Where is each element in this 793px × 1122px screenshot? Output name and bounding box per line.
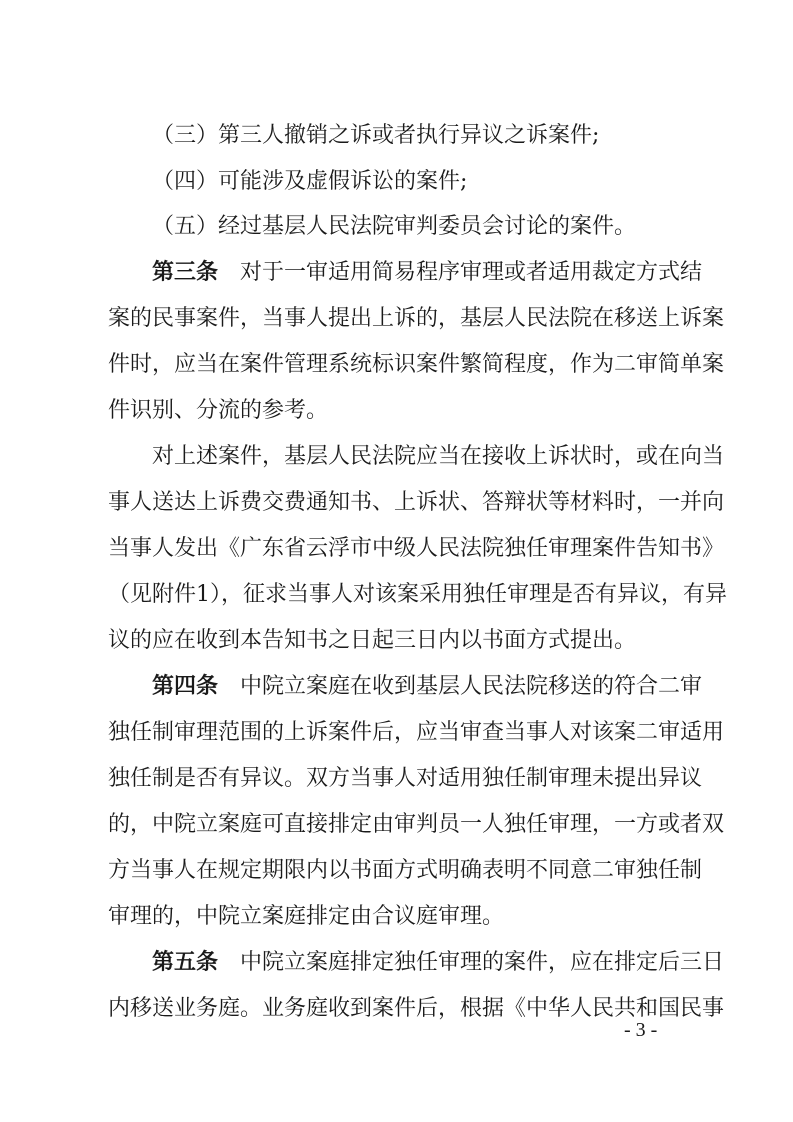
list-item-4 <box>152 167 698 197</box>
line-text: 对于一审适用简易程序审理或者适用裁定方式结 <box>218 260 703 285</box>
paragraph-line <box>108 580 727 610</box>
line-text: 独任制审理范围的上诉案件后，应当审查当事人对该案二审适用 <box>108 720 725 745</box>
paragraph-line <box>108 350 725 380</box>
article-heading: 第五条 <box>152 950 219 975</box>
paragraph-line <box>108 902 698 932</box>
line-text: 当事人发出《广东省云浮市中级人民法院独任审理案件告知书》 <box>108 536 725 561</box>
paragraph-line <box>108 488 725 518</box>
line-text: 方当事人在规定期限内以书面方式明确表明不同意二审独任制 <box>108 858 703 883</box>
list-item-3 <box>152 121 698 151</box>
page-number: - 3 - <box>624 1019 658 1041</box>
paragraph-line <box>108 304 725 334</box>
paragraph-line <box>108 534 725 564</box>
paragraph-line <box>108 396 698 426</box>
line-text: 件时，应当在案件管理系统标识案件繁简程度，作为二审简单案 <box>108 352 725 377</box>
line-text: 议的应在收到本告知书之日起三日内以书面方式提出。 <box>108 628 637 653</box>
paragraph-line <box>108 718 725 748</box>
line-text: （四）可能涉及虚假诉讼的案件; <box>152 169 468 194</box>
line-text: 的，中院立案庭可直接排定由审判员一人独任审理，一方或者双 <box>108 812 725 837</box>
line-text: 事人送达上诉费交费通知书、上诉状、答辩状等材料时，一并向 <box>108 490 725 515</box>
paragraph-line <box>108 856 703 886</box>
line-text: （三）第三人撤销之诉或者执行异议之诉案件; <box>152 123 600 148</box>
line-text: 中院立案庭在收到基层人民法院移送的符合二审 <box>218 674 703 699</box>
line-text: 审理的，中院立案庭排定由合议庭审理。 <box>108 904 505 929</box>
article-4-line-1 <box>152 672 703 702</box>
line-text: （五）经过基层人民法院审判委员会讨论的案件。 <box>152 214 637 239</box>
paragraph-line <box>108 810 725 840</box>
line-text: 件识别、分流的参考。 <box>108 398 329 423</box>
paragraph-line <box>108 764 703 794</box>
line-text: 中院立案庭排定独任审理的案件，应在排定后三日 <box>218 950 725 975</box>
paragraph-line <box>108 626 698 656</box>
article-heading: 第三条 <box>152 260 219 285</box>
line-text: 对上述案件，基层人民法院应当在接收上诉状时，或在向当 <box>152 444 725 469</box>
line-text: （见附件1），征求当事人对该案采用独任审理是否有异议，有异 <box>108 582 727 607</box>
line-text: 案的民事案件，当事人提出上诉的，基层人民法院在移送上诉案 <box>108 306 725 331</box>
paragraph-line <box>152 442 725 472</box>
line-text: 内移送业务庭。业务庭收到案件后，根据《中华人民共和国民事 <box>108 996 725 1021</box>
line-text: 独任制是否有异议。双方当事人对适用独任制审理未提出异议 <box>108 766 703 791</box>
paragraph-line <box>108 994 725 1024</box>
article-3-line-1 <box>152 258 703 288</box>
list-item-5 <box>152 212 698 242</box>
article-heading: 第四条 <box>152 674 219 699</box>
article-5-line-1 <box>152 948 725 978</box>
